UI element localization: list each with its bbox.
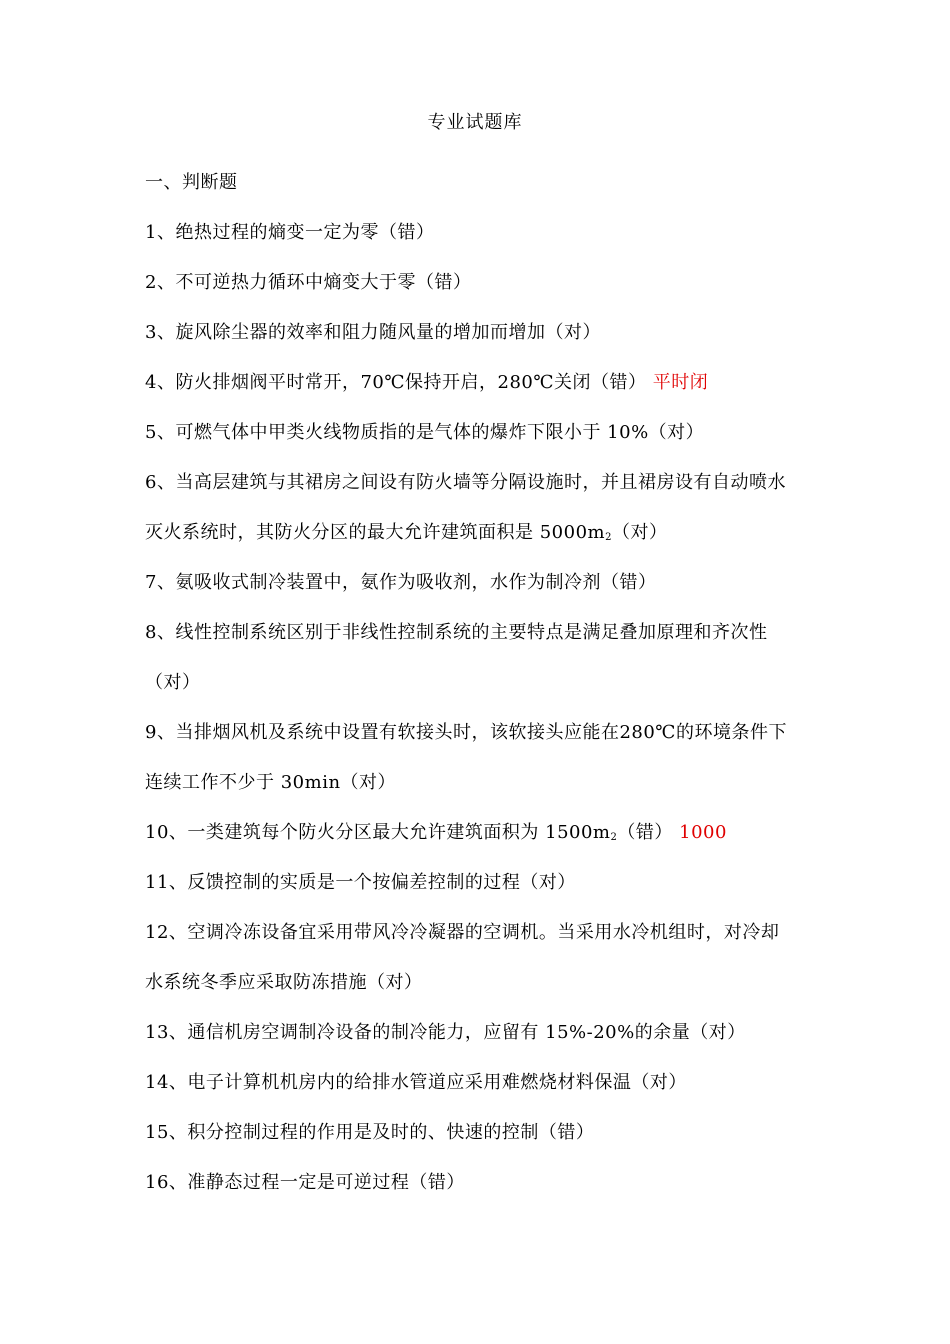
question-3: 3、旋风除尘器的效率和阻力随风量的增加而增加（对）	[145, 322, 601, 343]
question-1: 1、绝热过程的熵变一定为零（错）	[145, 222, 435, 243]
section-heading: 一、判断题	[145, 172, 238, 193]
question-list	[145, 158, 810, 1208]
question-14: 14、电子计算机机房内的给排水管道应采用难燃烧材料保温（对）	[145, 1072, 687, 1093]
question-5: 5、可燃气体中甲类火线物质指的是气体的爆炸下限小于 10%（对）	[145, 422, 705, 443]
question-4	[145, 358, 810, 408]
question-6-line-2	[145, 508, 810, 558]
question-4-annotation: 平时闭	[652, 372, 709, 393]
question-6-answer: （对）	[611, 522, 668, 543]
question-10	[145, 808, 810, 858]
page-title: 专业试题库	[427, 112, 523, 133]
question-8-line-1: 8、线性控制系统区别于非线性控制系统的主要特点是满足叠加原理和齐次性	[145, 622, 768, 643]
question-11: 11、反馈控制的实质是一个按偏差控制的过程（对）	[145, 872, 576, 893]
question-6-text: 灭火系统时，其防火分区的最大允许建筑面积是 5000m	[145, 522, 606, 543]
question-7: 7、氨吸收式制冷装置中，氨作为吸收剂，水作为制冷剂（错）	[145, 572, 657, 593]
question-10-annotation: 1000	[679, 822, 727, 843]
unit-superscript: 2	[610, 832, 618, 843]
question-15: 15、积分控制过程的作用是及时的、快速的控制（错）	[145, 1122, 595, 1143]
question-9-line-1: 9、当排烟风机及系统中设置有软接头时，该软接头应能在280℃的环境条件下	[145, 722, 787, 743]
question-13: 13、通信机房空调制冷设备的制冷能力，应留有 15%-20%的余量（对）	[145, 1022, 746, 1043]
question-12-line-2: 水系统冬季应采取防冻措施（对）	[145, 972, 423, 993]
question-12-line-1: 12、空调冷冻设备宜采用带风冷冷凝器的空调机。当采用水冷机组时，对冷却	[145, 922, 780, 943]
question-4-text: 4、防火排烟阀平时常开，70℃保持开启，280℃关闭（错）	[145, 372, 647, 393]
question-9-line-2: 连续工作不少于 30min（对）	[145, 772, 397, 793]
question-10-answer: （错）	[617, 822, 673, 843]
question-16: 16、准静态过程一定是可逆过程（错）	[145, 1172, 465, 1193]
question-10-text: 10、一类建筑每个防火分区最大允许建筑面积为 1500m	[145, 822, 611, 843]
question-8-line-2: （对）	[145, 672, 201, 693]
question-6-line-1: 6、当高层建筑与其裙房之间设有防火墙等分隔设施时，并且裙房设有自动喷水	[145, 472, 786, 493]
question-2: 2、不可逆热力循环中熵变大于零（错）	[145, 272, 472, 293]
unit-superscript: 2	[605, 532, 612, 543]
